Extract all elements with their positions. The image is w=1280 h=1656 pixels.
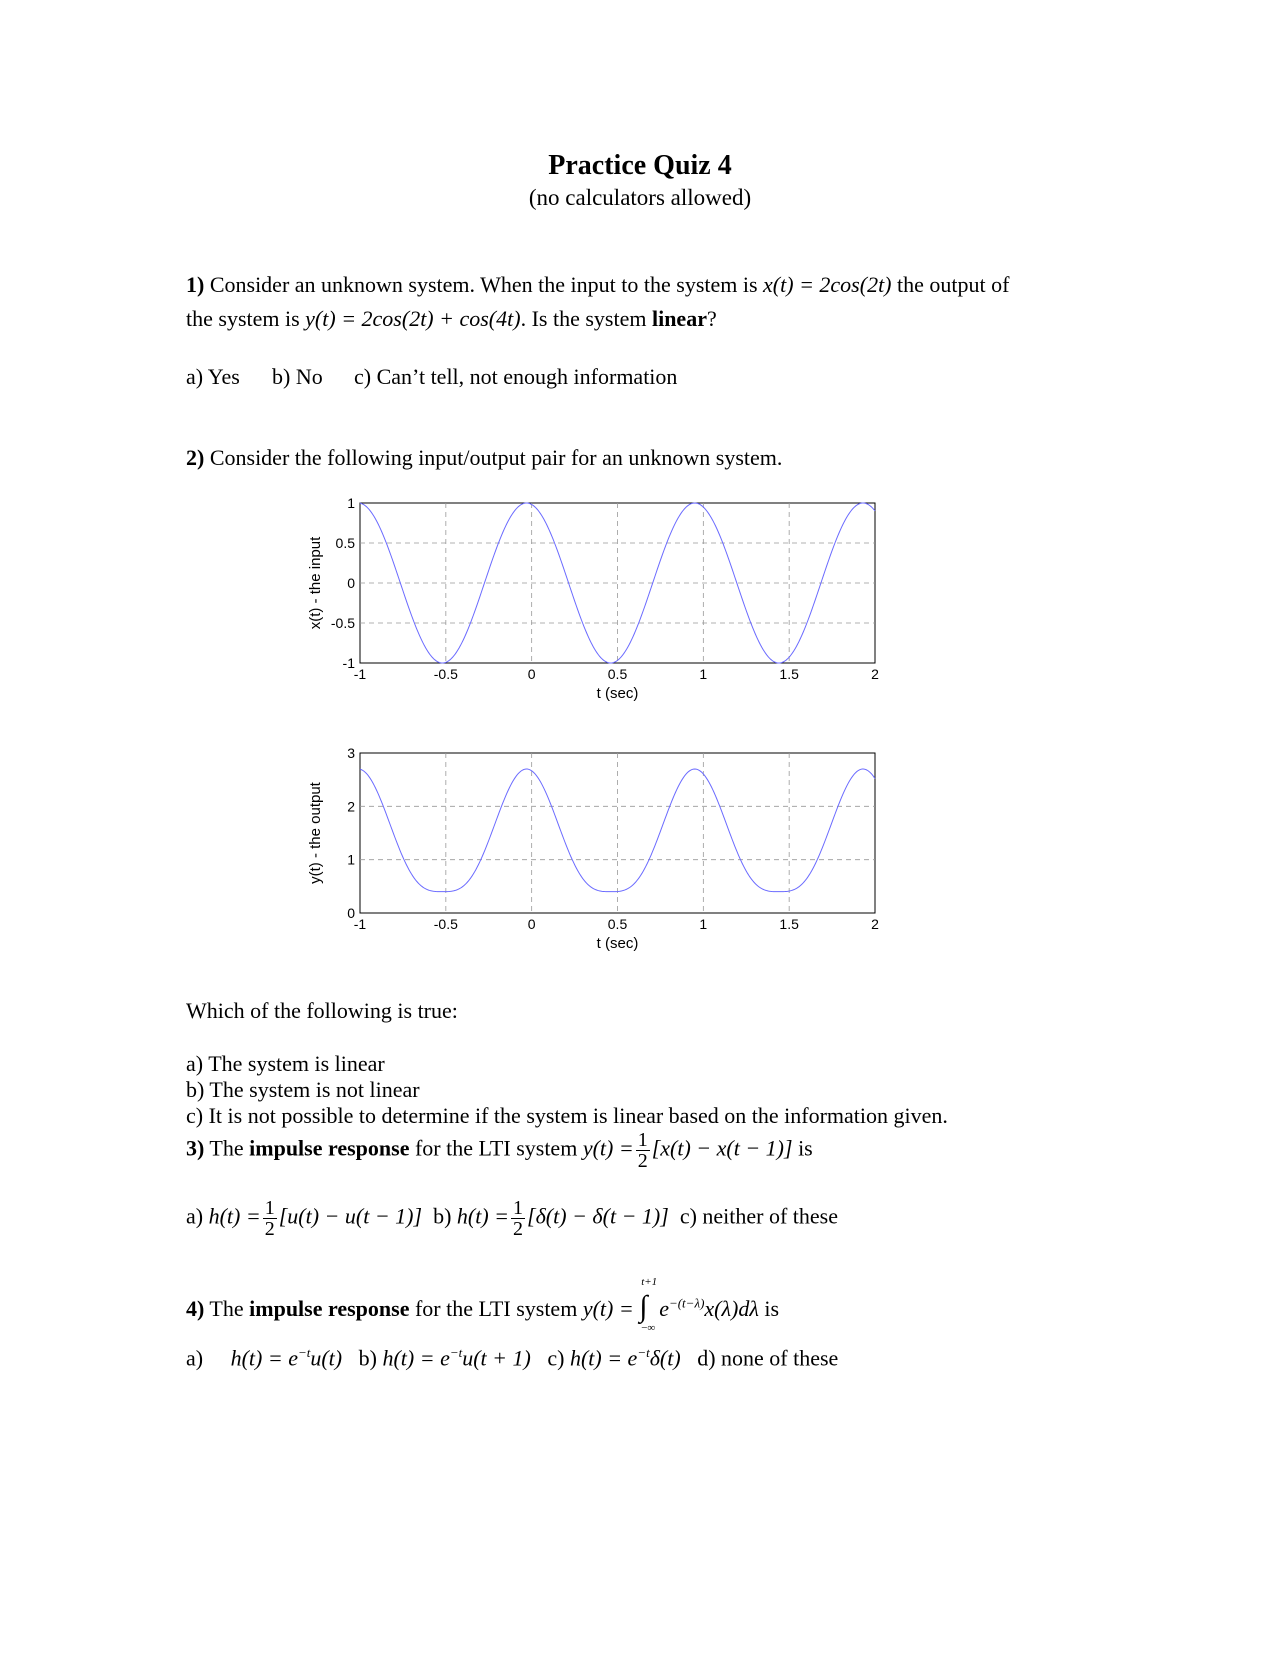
page-subtitle: (no calculators allowed): [528, 185, 752, 210]
q3-text-c: is: [792, 1135, 813, 1161]
q2-option-a[interactable]: a) The system is linear: [186, 1051, 385, 1076]
x-tick-label: 0.5: [607, 666, 628, 682]
page-title: Practice Quiz 4: [548, 150, 732, 181]
y-axis-label: y(t) - the output: [307, 782, 324, 884]
x-tick-label: 0.5: [607, 916, 628, 932]
input-signal-chart: [300, 495, 940, 735]
x-tick-label: -0.5: [433, 666, 458, 682]
q4-exponent: −(t−λ): [668, 1295, 705, 1311]
q3-fraction: $\frac{1}{2}$: [637, 1129, 648, 1172]
q2-option-b[interactable]: b) The system is not linear: [186, 1077, 420, 1102]
y-tick-label: 2: [347, 798, 355, 815]
x-axis-label: t (sec): [596, 685, 639, 702]
integral-sign: ∫ t+1 −∞: [639, 1276, 658, 1334]
q3-text-b: for the LTI system: [409, 1135, 583, 1161]
y-tick-label: 0: [347, 905, 355, 921]
q2-line: [186, 445, 782, 471]
q4-line: 4) The impulse response for the LTI system y(t) = ∫ t+1 −∞ $e^{-(t-\lambda)}x(\lambda)d\lambda$ is: [186, 1276, 780, 1334]
y-tick-label: -1: [342, 655, 355, 671]
y-tick-label: 0.5: [335, 535, 355, 551]
x-tick-label: 1: [699, 666, 708, 682]
q1-line2: [186, 306, 717, 332]
y-axis-label: x(t) - the input: [307, 536, 324, 630]
q4-option-c-label[interactable]: c): [547, 1345, 565, 1371]
x-tick-label: -0.5: [433, 916, 458, 932]
x-tick-label: -1: [353, 666, 367, 682]
q1-option-c[interactable]: c) Can’t tell, not enough information: [354, 364, 678, 389]
q3-option-c[interactable]: c) neither of these: [679, 1203, 839, 1229]
q1-option-a[interactable]: a) Yes: [186, 364, 240, 389]
y-tick-label: -0.5: [330, 615, 355, 631]
y-tick-label: 3: [347, 745, 355, 761]
x-tick-label: 1.5: [779, 666, 799, 682]
q1-line1: [186, 272, 1009, 298]
q4-number: 4): [186, 1296, 205, 1321]
q3-option-a-label[interactable]: a): [186, 1203, 209, 1229]
q4-option-b-label[interactable]: b): [358, 1345, 377, 1371]
q1-text-a: Consider an unknown system. When the input to the system is: [204, 272, 764, 297]
q4-options: a) $h(t) = e^{-t}u(t)$ b) $h(t) = e^{-t}u(t + 1)$ c) $h(t) = e^{-t}\delta(t)$ d) none of these: [186, 1345, 839, 1371]
q4-bold: impulse response: [249, 1296, 410, 1321]
q4-text-c: is: [758, 1296, 780, 1321]
q3-text-a: The: [204, 1135, 250, 1161]
x-tick-label: 1.5: [779, 916, 799, 932]
y-tick-label: 0: [347, 575, 355, 591]
x-tick-label: 0: [527, 666, 536, 682]
q1-input-expr: x(t) = 2cos(2t): [763, 272, 892, 297]
output-signal-chart: [300, 745, 940, 985]
q1-text-c: the system is: [186, 306, 306, 331]
x-tick-label: 2: [871, 666, 879, 682]
q1-text-e: ?: [706, 306, 717, 331]
q1-text-b: the output of: [891, 272, 1010, 297]
q3-number: 3): [186, 1135, 205, 1161]
y-tick-label: 1: [347, 851, 355, 868]
q4-text-a: The: [204, 1296, 250, 1321]
q3-options: a) h(t) = $\frac{1}{2}$ [u(t) − u(t − 1)] b) h(t) = $\frac{1}{2}$ [δ(t) − δ(t − 1)] c) neither of these: [186, 1197, 839, 1240]
x-tick-label: -1: [353, 916, 367, 932]
integral-upper: t+1: [641, 1276, 658, 1288]
x-axis-label: t (sec): [596, 935, 639, 952]
x-tick-label: 2: [871, 916, 879, 932]
x-tick-label: 1: [699, 916, 708, 932]
q1-option-b[interactable]: b) No: [272, 364, 323, 389]
q1-number: 1): [186, 272, 205, 297]
x-tick-label: 0: [527, 916, 536, 932]
q1-output-expr: y(t) = 2cos(2t) + cos(4t): [305, 306, 521, 331]
q1-bold-word: linear: [651, 306, 707, 331]
q3-option-b-label[interactable]: b): [433, 1203, 457, 1229]
q4-system-lhs: y(t) =: [582, 1296, 634, 1321]
q3-system-rhs: [x(t) − x(t − 1)]: [651, 1135, 793, 1161]
q3-bold: impulse response: [249, 1135, 410, 1161]
q2-option-c[interactable]: c) It is not possible to determine if the system is linear based on the information given.: [186, 1103, 948, 1128]
q4-text-b: for the LTI system: [409, 1296, 583, 1321]
q2-number: 2): [186, 445, 205, 470]
q2-which: Which of the following is true:: [186, 998, 458, 1023]
q3-system-lhs: y(t) =: [582, 1135, 634, 1161]
q4-option-d[interactable]: d) none of these: [697, 1345, 839, 1371]
y-tick-label: 1: [347, 495, 355, 511]
q1-text-d: . Is the system: [520, 306, 652, 331]
q3-line: [186, 1130, 813, 1171]
q2-text: Consider the following input/output pair for an unknown system.: [204, 445, 783, 470]
integral-lower: −∞: [641, 1322, 656, 1334]
q4-option-a-label[interactable]: a): [186, 1345, 204, 1371]
